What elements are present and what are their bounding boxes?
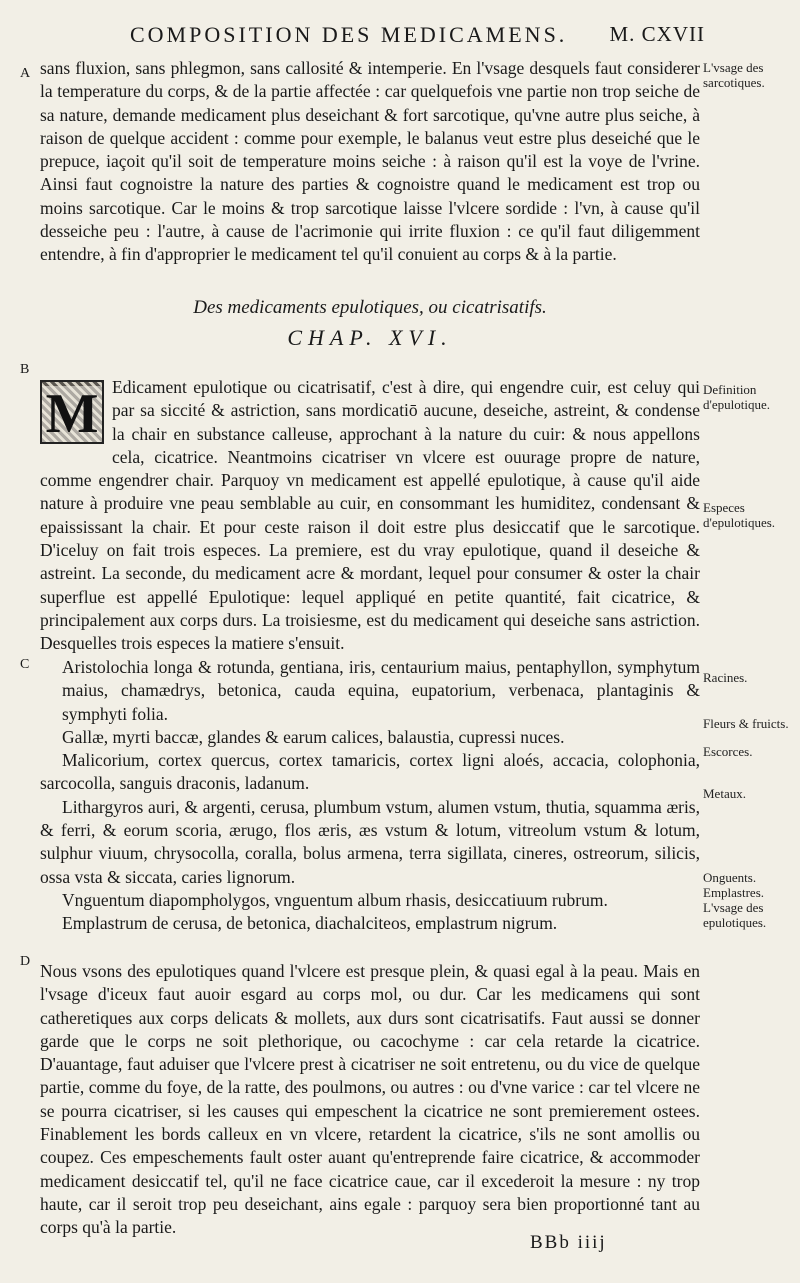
- paragraph-text: Nous vsons des epulotiques quand l'vlcere est presque plein, & quasi egal à la peau. Mais en l'vsage d'iceux faut auoir esgard au corps mol, ou dur. Car les medicamens qui sont catheretiques aux corps delicats & mollets, aux durs sont cicatrisatifs. Faut aussi se donner garde que le corps ne soit plethorique, ou cacochyme : car cela retarde la cicatrice. D'auantage, faut aduiser que l'vlcere prest à cicatriser ne soit entretenu, ou du vice de quelque partie, comme du foye, de la ratte, des poulmons, ou autres : ou d'vne varice : car tel vlcere ne se pourra cicatriser, si les causes qui empeschent la cicatrice ne sont premierement ostees. Finablement les bords calleux en vn vlcere, retardent la cicatrice, s'ils ne sont amollis ou coupez. Ces empeschements fault oster auant qu'entreprende faire cicatrice, & accommoder medicament desiccatif tel, qu'il ne face cicatrice caue, car il excederoit la mesure : ny trop haute, car il seroit trop peu deseichant, ains egale : parquoy sera bien proportionné tant au corps qu'à la partie.: [40, 961, 700, 1238]
- chapter-heading: CHAP. XVI.: [287, 325, 453, 350]
- list-item-onguents: Vnguentum diapompholygos, vnguentum album rhasis, desiccatiuum rubrum.: [62, 889, 608, 910]
- section-title: Des medicaments epulotiques, ou cicatrisatifs.: [193, 297, 547, 318]
- margin-note-especes: Especes d'epulotiques.: [703, 500, 776, 530]
- list-item-fleurs: Gallæ, myrti baccæ, glandes & earum calices, balaustia, cupressi nuces.: [62, 726, 565, 747]
- margin-note-fleurs: Fleurs & fruicts.: [703, 716, 789, 731]
- list-item-racines: Aristolochia longa & rotunda, gentiana, iris, centaurium maius, pentaphyllon, symphytum maius, chamædrys, betonica, cauda equina, eupatorium, verbenaca, plantaginis & symphyti folia.: [62, 657, 700, 724]
- running-title: COMPOSITION DES MEDICAMENS.: [130, 22, 568, 47]
- paragraph-text: Edicament epulotique ou cicatrisatif, c'est à dire, qui engendre cuir, est celuy qui par sa siccité & astriction, sans mordicatiō aucune, deseiche, astreint, & condense la chair en substance calleuse, approchant à la nature du cuir: & nous appellons cela, cicatrice. Neantmoins cicatriser vn vlcere est ouurage propre de nature, comme engendrer chair. Parquoy vn medicament est appellé epulotique, à cause qu'il aide nature à produire vne peau semblable au cuir, en consommant les humiditez, condensant & epaississant la chair. Et pour ceste raison il doit estre plus desiccatif que le sarcotique. D'iceluy on fait trois especes. La premiere, est du vray epulotique, quand il deseiche & astreint. La seconde, du medicament acre & mordant, lequel pour consumer & oster la chair superflue est appellé Epulotique: lequel appliqué en petite quantité, fait cicatrice, & principalement aux corps durs. La troisiesme, est du medicament qui deseiche sans astriction. Desquelles trois especes la matiere s'ensuit.: [40, 377, 700, 654]
- margin-note-escorces: Escorces.: [703, 744, 753, 759]
- signature-mark: BBb iiij: [530, 1232, 607, 1253]
- paragraph-usage: [40, 960, 700, 1240]
- margin-letter-b: B: [20, 362, 30, 377]
- initial-letter: M: [42, 386, 102, 442]
- folio-number: M. CXVII: [609, 22, 705, 46]
- margin-letter-d: D: [20, 954, 31, 969]
- running-header: [130, 22, 760, 52]
- margin-note-metaux: Metaux.: [703, 786, 746, 801]
- margin-note-definition: Definition d'epulotique.: [703, 382, 770, 412]
- margin-note-vsage-epulotiques: L'vsage des epulotiques.: [703, 900, 767, 930]
- paragraph-definition: [40, 376, 700, 656]
- margin-note-vsage-sarcotiques: L'vsage des sarcotiques.: [703, 60, 765, 90]
- decorated-initial: [40, 380, 104, 444]
- list-item-metaux: Lithargyros auri, & argenti, cerusa, plumbum vstum, alumen vstum, thutia, squamma æris, & ferri, & eorum scoria, ærugo, flos æris, æs vstum & lotum, vitreolum vstum & lotum, sulphur viuum, chrysocolla, coralla, bolus armena, terra sigillata, cineres, ostreorum, silicis, ossa vsta & siccata, caries lignorum.: [40, 796, 700, 887]
- paragraph-sarcotiques: [40, 57, 700, 267]
- margin-note-onguents: Onguents.: [703, 870, 757, 885]
- margin-letter-a: A: [20, 66, 31, 81]
- margin-letter-c: C: [20, 657, 30, 672]
- margin-note-racines: Racines.: [703, 670, 748, 685]
- list-item-emplastres: Emplastrum de cerusa, de betonica, diachalciteos, emplastrum nigrum.: [62, 913, 558, 934]
- list-item-escorces: Malicorium, cortex quercus, cortex tamaricis, cortex ligni aloés, accacia, colophonia, sarcocolla, sanguis draconis, ladanum.: [40, 750, 700, 794]
- paragraph-text: sans fluxion, sans phlegmon, sans callosité & intemperie. En l'vsage desquels faut considerer la temperature du corps, & de la partie affectée : car quelquefois vne partie non trop seiche de sa nature, demande medicament plus deseichant & fort sarcotique, qu'vne autre plus seiche, à raison de quelque accident : comme pour exemple, le balanus veut estre plus deseiché que le prepuce, iaçoit qu'il soit de temperature moins seiche : à raison qu'il est la voye de l'vrine. Ainsi faut cognoistre la nature des parties & cognoistre quand le medicament est trop ou moins sarcotique. Car le moins & trop sarcotique laisse l'vlcere sordide : l'vn, à cause qu'il desseiche peu : l'autre, à cause de l'acrimonie qui irrite fluxion : ce qu'il faut diligemment entendre, à fin d'approprier le medicament tel qu'il conuient au corps & à la partie.: [40, 58, 700, 265]
- ingredient-list: [40, 656, 700, 936]
- margin-note-emplastres: Emplastres.: [703, 885, 765, 900]
